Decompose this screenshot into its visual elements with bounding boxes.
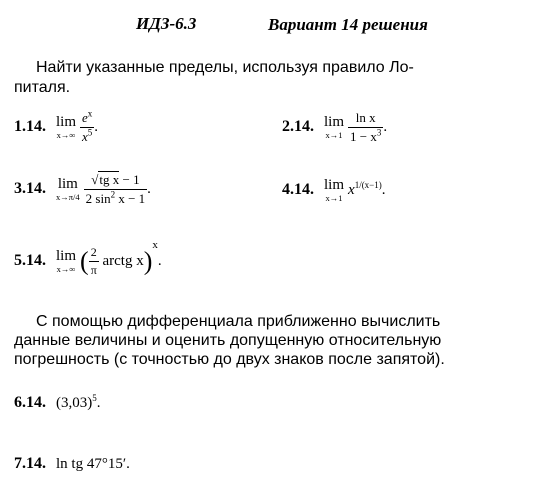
power-base: (3,03) [56, 395, 93, 411]
lim-subscript: x→∞ [56, 130, 76, 141]
problem-1-14 [14, 110, 98, 145]
problem-2-14 [282, 110, 387, 145]
denominator-exponent: 3 [376, 127, 382, 138]
power-exponent: 5 [92, 393, 97, 403]
problem-6-14 [14, 394, 101, 412]
lim-subscript: x→1 [325, 130, 343, 141]
problem-5-14 [14, 239, 162, 278]
denominator-exponent: 2 [110, 189, 116, 200]
left-paren: ( [80, 246, 89, 276]
lim-text: lim [324, 177, 345, 193]
problem-number: 6.14. [14, 394, 46, 411]
problem-4-14 [282, 178, 386, 203]
numerator-exponent: x [87, 108, 93, 119]
variant-title: Вариант 14 решения [268, 15, 428, 34]
period: . [157, 253, 162, 269]
lim-text: lim [56, 248, 77, 265]
power-exponent: 1/(x−1) [354, 179, 382, 190]
problem-number: 5.14. [14, 252, 46, 270]
section2-line-2: данные величины и оценить допущенную относительную [14, 332, 442, 349]
numerator: ln x [355, 110, 376, 125]
numerator-tail: − 1 [119, 172, 140, 187]
period: . [381, 181, 386, 198]
period: . [96, 395, 101, 411]
sqrt-icon: √ [91, 172, 99, 187]
lim-text: lim [57, 176, 78, 193]
lim-text: lim [56, 114, 77, 131]
power-exponent: x [152, 239, 158, 251]
power-base: x [348, 181, 355, 198]
problem-number: 3.14. [14, 180, 46, 198]
period: . [126, 456, 130, 472]
problem-3-14 [14, 172, 151, 207]
numerator-base: e [82, 110, 88, 125]
problem-number: 7.14. [14, 455, 46, 472]
denominator-exponent: 5 [87, 127, 93, 138]
assignment-code: ИДЗ-6.3 [136, 14, 197, 33]
fraction [348, 110, 383, 145]
limit-operator [324, 115, 344, 140]
denominator-base: x [82, 129, 88, 144]
ln-tg-expression: ln tg 47°15′ [56, 456, 127, 472]
limit-operator [56, 115, 76, 140]
numerator: 2 [90, 245, 97, 259]
lim-text: lim [324, 114, 345, 131]
lim-subscript: x→π/4 [56, 192, 80, 203]
section2-line-1: С помощью дифференциала приближенно вычислить [36, 313, 441, 330]
fraction [84, 172, 148, 207]
problem-number: 4.14. [282, 180, 314, 198]
period: . [94, 119, 99, 136]
lim-subscript: x→1 [325, 193, 343, 203]
denominator-sin: 2 sin [85, 191, 111, 206]
problem-number: 1.14. [14, 118, 46, 136]
period: . [147, 181, 151, 198]
period: . [383, 119, 388, 136]
fraction [80, 110, 94, 145]
limit-operator [56, 177, 80, 202]
problem-number: 2.14. [282, 118, 314, 136]
denominator: 1 − x [350, 129, 377, 144]
right-paren: ) [143, 246, 153, 276]
problem-7-14 [14, 455, 130, 473]
limit-operator [56, 249, 76, 274]
intro-line-1: Найти указанные пределы, используя правило Ло- [36, 59, 414, 76]
arctg-expression: arctg x [98, 253, 144, 269]
fraction [89, 245, 99, 278]
limit-operator [324, 178, 344, 203]
denominator-tail: x − 1 [115, 191, 146, 206]
sqrt-radicand: tg x [99, 172, 120, 187]
section2-line-3: погрешность (с точностью до двух знаков после запятой). [14, 351, 445, 368]
lim-subscript: x→∞ [56, 264, 76, 275]
denominator: π [90, 263, 97, 277]
intro-line-2: питаля. [14, 79, 71, 96]
